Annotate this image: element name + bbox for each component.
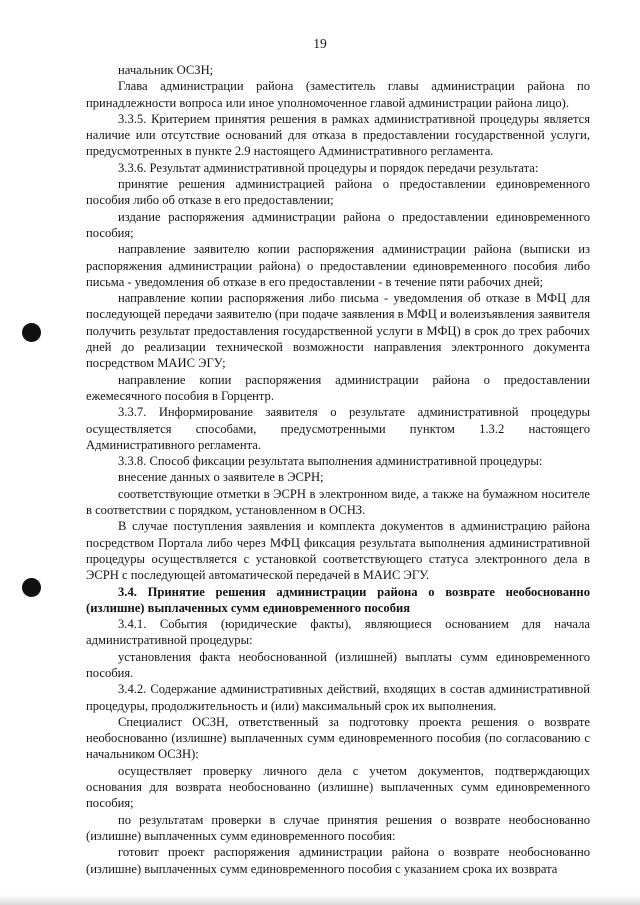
paragraph: 3.3.6. Результат административной процедуры и порядок передачи результата:: [118, 160, 539, 175]
paragraph: 3.3.8. Способ фиксации результата выполнения административной процедуры:: [118, 454, 543, 469]
paragraph: направление копии распоряжения администрации района о предоставлении ежемесячного пособия в Горцентр.: [86, 372, 590, 403]
paragraph: соответствующие отметки в ЭСРН в электронном виде, а также на бумажном носителе в соответствии с порядком, установленном в ОСНЗ.: [86, 486, 590, 518]
paragraph: 3.3.7. Информирование заявителя о результате административной процедуры осуществляется способами, предусмотренными пунктом 1.3.2 настоящего Административного регламента.: [86, 405, 590, 452]
document-body: [86, 62, 590, 877]
page-number: 19: [313, 36, 327, 51]
paragraph: Глава администрации района (заместитель главы администрации района по принадлежности вопроса или иное уполномоченное главой администрации района лицо).: [86, 79, 590, 110]
paragraph: по результатам проверки в случае принятия решения о возврате необоснованно (излишне) выплаченных сумм единовременного пособия:: [86, 812, 590, 843]
paragraph: принятие решения администрацией района о предоставлении единовременного пособия либо об отказе в его предоставлении;: [86, 177, 590, 208]
paragraph: 3.4.1. События (юридические факты), являющиеся основанием для начала административной процедуры:: [86, 617, 590, 648]
scan-bottom-edge: [0, 895, 640, 905]
section-heading: 3.4. Принятие решения администрации района о возврате необоснованно (излишне) выплаченных сумм единовременного пособия: [86, 584, 590, 615]
paragraph: 3.4.2. Содержание административных действий, входящих в состав административной процедуры, продолжительность и (или) максимальный срок их выполнения.: [86, 682, 590, 713]
binder-hole-bottom: [22, 578, 41, 597]
paragraph: начальник ОСЗН;: [118, 63, 214, 77]
paragraph: В случае поступления заявления и комплекта документов в администрацию района посредством Портала либо через МФЦ фиксация результата выполнения административной процедуры осуществляется с установкой соответствующего статуса электронного дела в ЭСРН с последующей автоматической передачей в МАИС ЭГУ.: [86, 519, 590, 583]
paragraph: направление копии распоряжения либо письма - уведомления об отказе в МФЦ для последующей передачи заявителю (при подаче заявления в МФЦ и волеизъявления заявителя получить результат предоставления государственной услуги в МФЦ) в срок до трех рабочих дней до реализации технической возможности направления электронного документа посредством МАИС ЭГУ;: [86, 291, 590, 371]
paragraph: Специалист ОСЗН, ответственный за подготовку проекта решения о возврате необоснованно (излишне) выплаченных сумм единовременного пособия (по согласованию с начальником ОСЗН):: [86, 714, 590, 762]
paragraph: направление заявителю копии распоряжения администрации района (выписки из распоряжения администрации района) о предоставлении единовременного пособия либо письма - уведомления об отказе в его предоставлении - в течение пяти рабочих дней;: [86, 242, 590, 289]
paragraph: осуществляет проверку личного дела с учетом документов, подтверждающих основания для возврата необоснованно (излишне) выплаченных сумм единовременного пособия;: [86, 763, 590, 811]
paragraph: издание распоряжения администрации района о предоставлении единовременного пособия;: [86, 209, 590, 240]
binder-hole-top: [22, 323, 41, 342]
paragraph: 3.3.5. Критерием принятия решения в рамках административной процедуры является наличие или отсутствие оснований для отказа в предоставлении государственной услуги, предусмотренных в пункте 2.9 настоящего Административного регламента.: [86, 111, 590, 159]
paragraph: внесение данных о заявителе в ЭСРН;: [118, 470, 324, 485]
paragraph: готовит проект распоряжения администрации района о возврате необоснованно (излишне) выплаченных сумм единовременного пособия с указанием срока их возврата: [86, 845, 590, 876]
paragraph: установления факта необоснованной (излишней) выплаты сумм единовременного пособия.: [86, 649, 590, 680]
